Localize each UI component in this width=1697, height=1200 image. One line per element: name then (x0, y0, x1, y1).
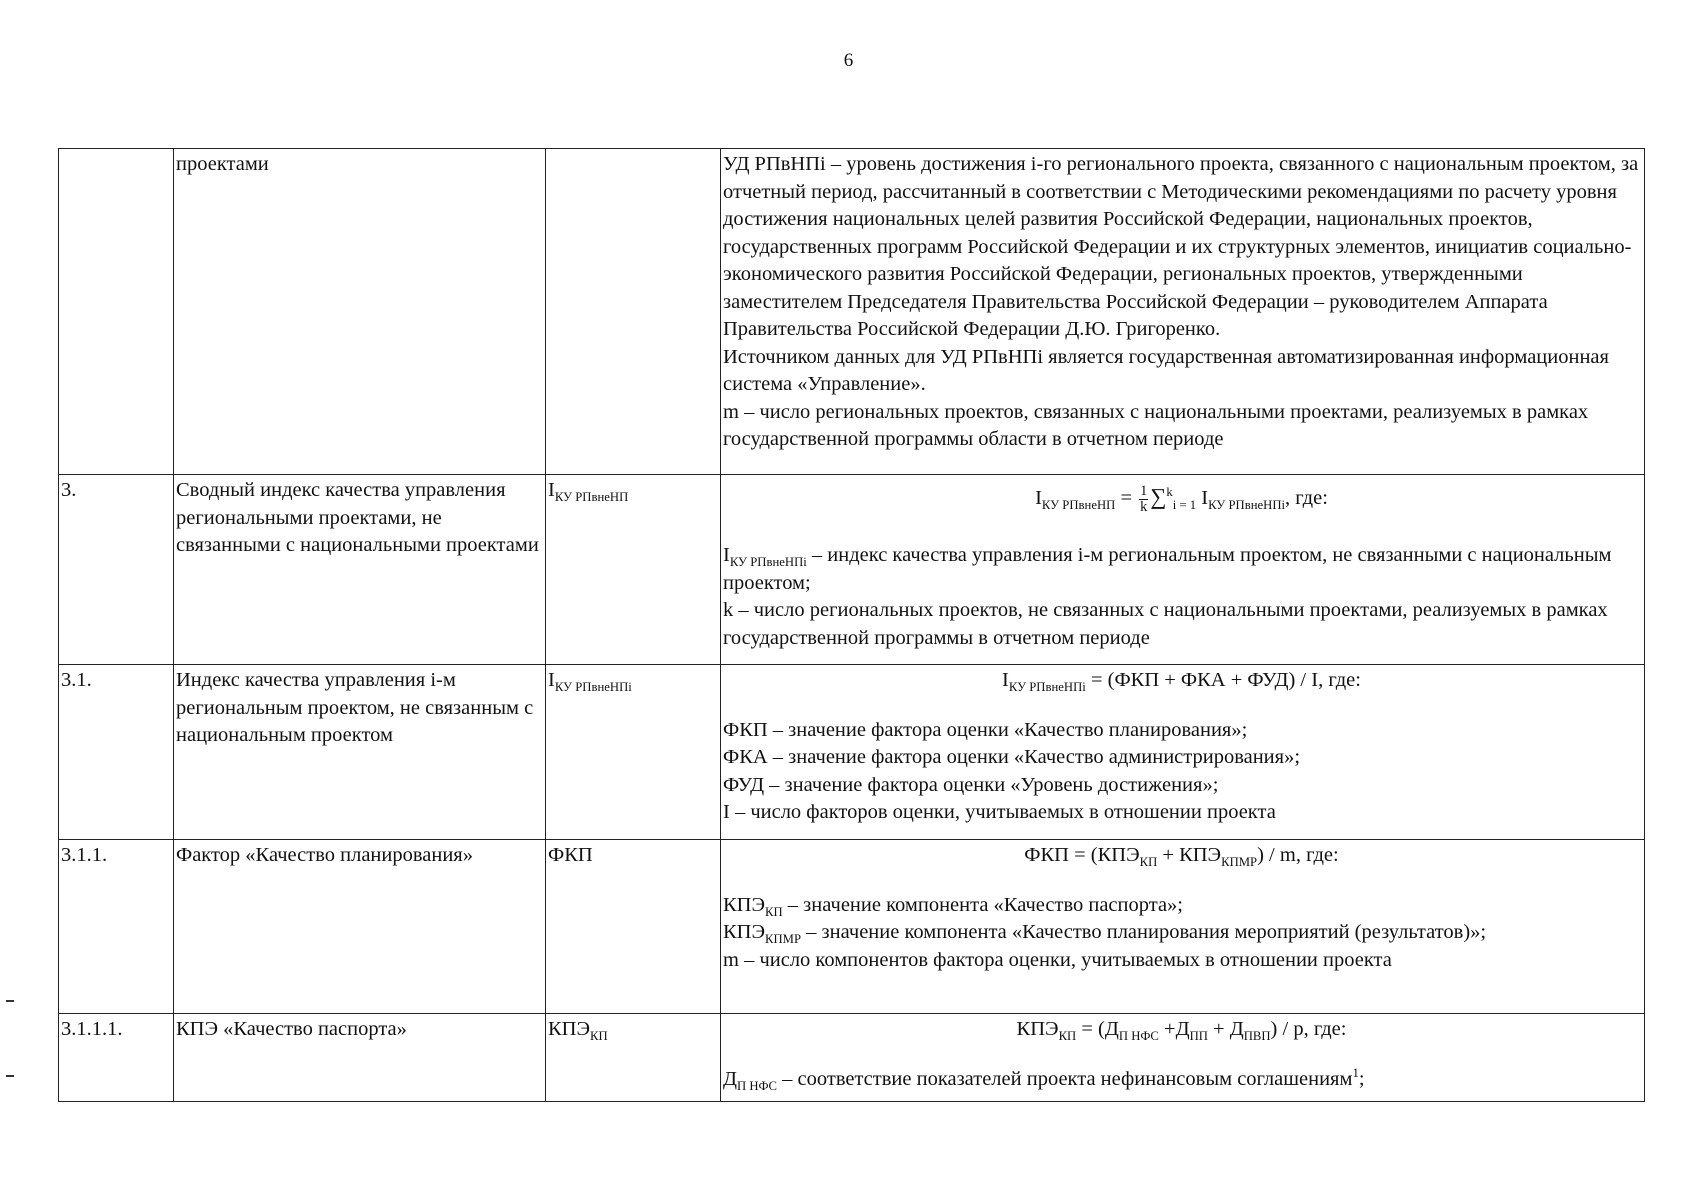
term-subscript: КПМР (765, 932, 802, 947)
formula-subscript: КУ РПвнеНПi (1208, 498, 1286, 513)
row-number: 3. (59, 475, 174, 665)
term-definition: – значение компонента «Качество планирования мероприятий (результатов)»; (801, 921, 1487, 943)
table-row (59, 149, 1645, 475)
indicator-table (58, 148, 1645, 1102)
term-subscript: КП (765, 904, 783, 919)
description-paragraph: I – число факторов оценки, учитываемых в отношении проекта (723, 801, 1276, 823)
table-row (59, 1014, 1645, 1102)
fraction-denominator: k (1140, 498, 1148, 515)
formula-subscript: КП (1058, 1029, 1077, 1044)
row-description (721, 1014, 1645, 1102)
description-paragraph: k – число региональных проектов, не связанных с национальными проектами, реализуемых в рамках государственной программы в отчетном периоде (723, 599, 1608, 649)
row-symbol (546, 665, 721, 840)
row-name: Фактор «Качество планирования» (174, 840, 546, 1014)
formula-subscript: ПП (1189, 1029, 1208, 1044)
formula-term: + Д (1207, 1018, 1244, 1040)
row-number: 3.1. (59, 665, 174, 840)
row-symbol (546, 840, 721, 1014)
term-subscript: КУ РПвнеНПi (729, 555, 807, 570)
sum-lower-limit: i = 1 (1172, 498, 1197, 513)
formula-fraction (1139, 484, 1148, 514)
symbol-main: I (548, 479, 555, 501)
row-description (721, 840, 1645, 1014)
formula-subscript: КП (1139, 855, 1158, 870)
formula-term: = (Д (1076, 1018, 1119, 1040)
description-paragraph: ФУД – значение фактора оценки «Уровень достижения»; (723, 773, 1219, 796)
row-description (721, 665, 1645, 840)
description-paragraph: m – число региональных проектов, связанных с национальными проектами, реализуемых в рамках государственной программы области в отчетном периоде (723, 400, 1589, 450)
table-row (59, 665, 1645, 840)
symbol-main: КПЭ (548, 1018, 591, 1040)
symbol-subscript: КУ РПвнеНПi (554, 680, 632, 695)
row-symbol (546, 149, 721, 475)
formula-term: ФКП = (КПЭ (1024, 844, 1140, 866)
row-number (59, 149, 174, 475)
symbol-subscript: КП (590, 1029, 608, 1044)
description-paragraph: УД РПвНПi – уровень достижения i-го регионального проекта, связанного с национальным проектом, за отчетный период, рассчитанный в соответствии с Методическими рекомендациями по расчету уровня достижения национальных целей развития Российской Федерации, национальных проектов, государственных программ Российской Федерации и их структурных элементов, инициатив социально-экономического развития Российской Федерации, региональных проектов, утвержденными заместителем Председателя Правительства Российской Федерации – руководителем Аппарата Правительства Российской Федерации Д.Ю. Григоренко. (723, 153, 1639, 340)
row-name: проектами (174, 149, 546, 475)
formula-term: + КПЭ (1157, 844, 1222, 866)
formula-term: +Д (1158, 1018, 1190, 1040)
table-row (59, 475, 1645, 665)
description-paragraph: Источником данных для УД РПвНПi является государственная автоматизированная информационная система «Управление». (723, 345, 1609, 395)
row-name: Индекс качества управления i-м региональным проектом, не связанным с национальным проектом (174, 665, 546, 840)
term-subscript: П НФС (736, 1078, 778, 1093)
term: Д (723, 1067, 737, 1090)
formula (723, 842, 1640, 870)
row-name: Сводный индекс качества управления региональными проектами, не связанными с национальными проектами (174, 475, 546, 665)
table-row (59, 840, 1645, 1014)
formula-term: КПЭ (1016, 1018, 1059, 1040)
formula-subscript: КУ РПвнеНП (1041, 498, 1116, 513)
description-paragraph: ФКА – значение фактора оценки «Качество администрирования»; (723, 746, 1301, 768)
term: I (723, 544, 730, 567)
formula-tail: , где: (1285, 487, 1328, 509)
fraction-numerator: 1 (1140, 483, 1148, 500)
formula-subscript: ПВП (1243, 1029, 1271, 1044)
symbol-subscript: КУ РПвнеНП (554, 490, 629, 505)
row-description (721, 475, 1645, 665)
row-description (721, 149, 1645, 475)
formula (723, 1016, 1640, 1044)
term-definition: – значение компонента «Качество паспорта»; (782, 893, 1183, 916)
description-paragraph: m – число компонентов фактора оценки, учитываемых в отношении проекта (723, 948, 1392, 971)
term-definition: – соответствие показателей проекта нефинансовым соглашениям (777, 1067, 1353, 1090)
margin-mark (6, 1000, 14, 1002)
formula-equals: = (1115, 487, 1138, 509)
description-paragraph (723, 542, 1640, 597)
description-paragraph: ФКП – значение фактора оценки «Качество планирования»; (723, 718, 1248, 741)
symbol-main: I (548, 669, 555, 691)
term-tail: ; (1358, 1067, 1365, 1090)
formula-tail: ) / m, где: (1257, 844, 1339, 866)
sum-upper-limit: k (1166, 485, 1173, 500)
margin-mark (6, 1075, 14, 1077)
page-number: 6 (843, 50, 854, 71)
term: КПЭ (723, 921, 766, 943)
formula-tail: ) / p, где: (1270, 1018, 1347, 1040)
formula (723, 483, 1640, 514)
term-definition: – индекс качества управления i-м региональным проектом, не связанными с национальным проектом; (723, 544, 1612, 594)
row-name: КПЭ «Качество паспорта» (174, 1014, 546, 1102)
formula-term: I (1002, 669, 1009, 691)
formula-subscript: КПМР (1221, 855, 1258, 870)
row-number: 3.1.1.1. (59, 1014, 174, 1102)
row-number: 3.1.1. (59, 840, 174, 1014)
description-paragraph (723, 919, 1640, 947)
symbol-main: ФКП (548, 844, 593, 866)
term: КПЭ (723, 893, 766, 916)
footnote-marker: 1 (1352, 1065, 1359, 1080)
formula-subscript: П НФС (1118, 1029, 1159, 1044)
sum-symbol: ∑ (1150, 484, 1167, 509)
formula-subscript: КУ РПвнеНПi (1008, 680, 1086, 695)
description-paragraph (723, 1066, 1640, 1094)
description-paragraph (723, 892, 1640, 920)
formula (723, 667, 1640, 695)
row-symbol (546, 475, 721, 665)
formula-term: I (1201, 487, 1209, 509)
row-symbol (546, 1014, 721, 1102)
formula-tail: = (ФКП + ФКА + ФУД) / I, где: (1085, 669, 1361, 691)
formula-term: I (1035, 487, 1042, 509)
